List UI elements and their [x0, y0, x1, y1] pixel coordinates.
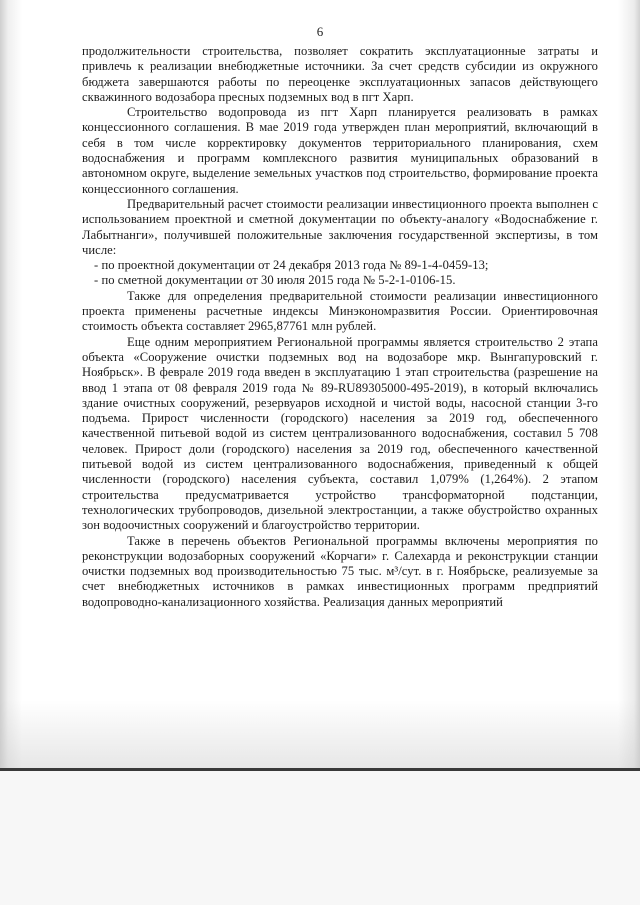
paragraph: Еще одним мероприятием Региональной программы является строительство 2 этапа объекта «Сооружение очистки подземных вод на водозаборе мкр. Вынгапуровский г. Ноябрьск». В феврале 2019 года введен в эксплуатацию 1 этап строительства (разрешение на ввод 1 этапа от 08 февраля 2019 года № 89-RU89305000-495-2019), в который включались здание очистных сооружений, резервуаров исходной и чистой воды, насосной станции 3-го подъема. Прирост численности (городского) населения за 2019 год, обеспеченного качественной питьевой водой из систем централизованного водоснабжения, составил 5 708 человек. Прирост доли (городского) населения за 2019 год, обеспеченного качественной питьевой водой из систем централизованного водоснабжения, приведенный к общей численности (городского) населения субъекта, составил 1,079% (1,264%). 2 этапом строительства предусматривается устройство трансформаторной подстанции, технологических трубопроводов, дизельной электростанции, а также обустройство охранных зон водоочистных сооружений и благоустройство территории. [82, 334, 598, 533]
paragraph: Строительство водопровода из пгт Харп планируется реализовать в рамках концессионного соглашения. В мае 2019 года утвержден план мероприятий, включающий в себя в том числе корректировку документов территориального планирования, схем водоснабжения и программ комплексного развития муниципальных образований в автономном округе, выделение земельных участков под строительство, формирование проекта концессионного соглашения. [82, 105, 598, 196]
paragraph: Предварительный расчет стоимости реализации инвестиционного проекта выполнен с использованием проектной и сметной документации по объекту-аналогу «Водоснабжение г. Лабытнанги», получившей положительные заключения государственной экспертизы, в том числе: [82, 196, 598, 257]
list-item: - по проектной документации от 24 декабря 2013 года № 89-1-4-0459-13; [94, 258, 489, 273]
body-text [82, 44, 598, 610]
blank-area [0, 771, 640, 905]
page-number: 6 [316, 24, 324, 39]
paragraph: Также для определения предварительной стоимости реализации инвестиционного проекта применены расчетные индексы Минэкономразвития России. Ориентировочная стоимость объекта составляет 2965,87761 млн рублей. [82, 288, 598, 334]
paragraph: продолжительности строительства, позволяет сократить эксплуатационные затраты и привлечь к реализации внебюджетные источники. За счет средств субсидии из окружного бюджета завершаются работы по переоценке эксплуатационных запасов действующего скважинного водозабора пресных подземных вод в пгт Харп. [82, 44, 598, 104]
paragraph: Также в перечень объектов Региональной программы включены мероприятия по реконструкции водозаборных сооружений «Корчаги» г. Салехарда и реконструкции станции очистки подземных вод производительностью 75 тыс. м³/сут. в г. Ноябрьске, реализуемые за счет внебюджетных источников в рамках инвестиционных программ предприятий водопроводно-канализационного хозяйства. Реализация данных мероприятий [82, 533, 598, 609]
list-item: - по сметной документации от 30 июля 2015 года № 5-2-1-0106-15. [94, 273, 456, 288]
